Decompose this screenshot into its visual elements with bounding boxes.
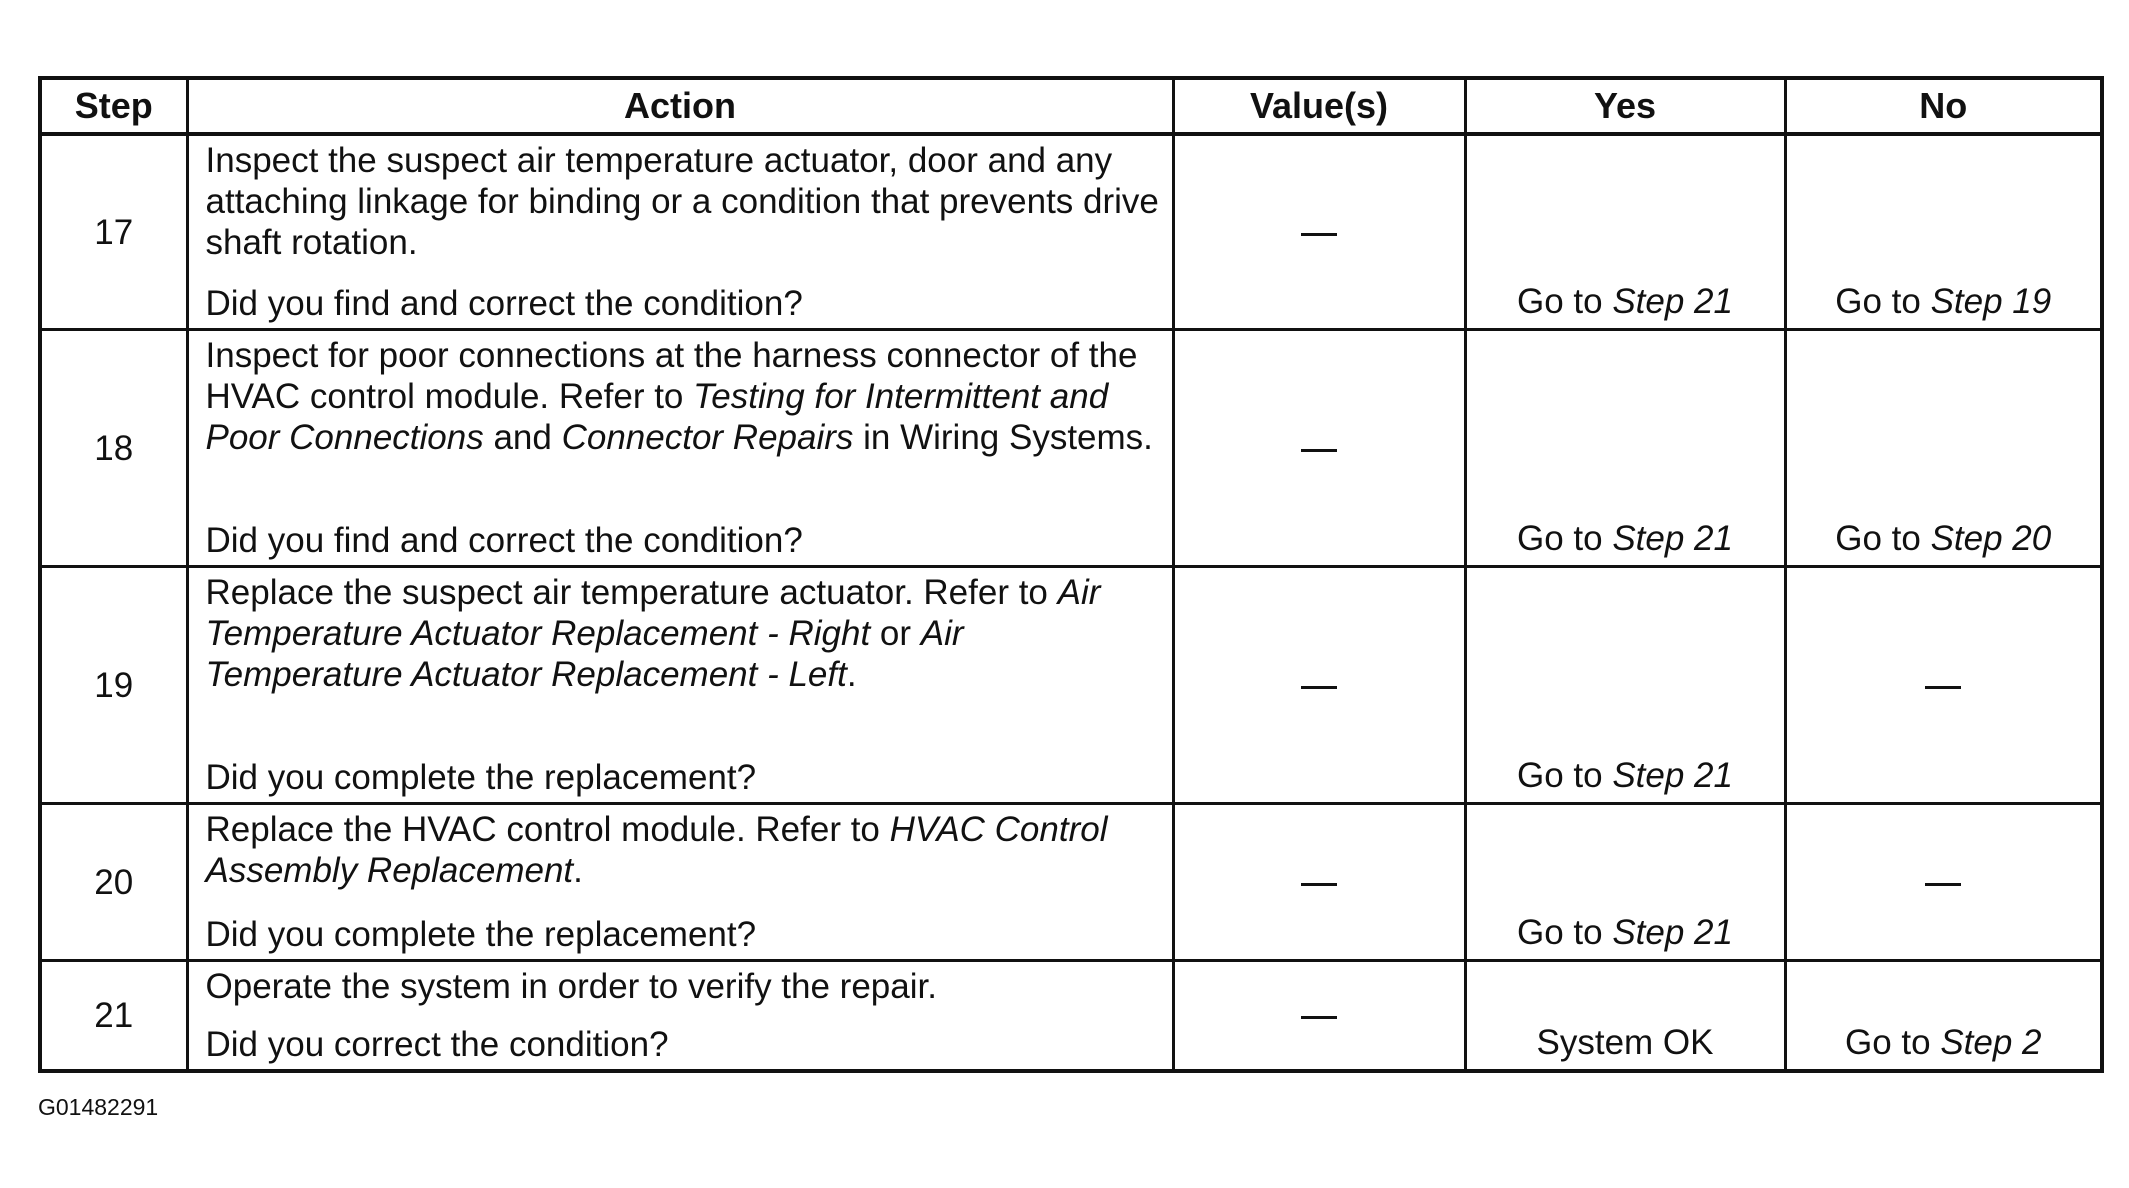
action-question: Did you complete the replacement? <box>205 758 757 797</box>
reference-link-text: Testing for Intermittent and Poor Connections <box>205 377 1109 457</box>
column-header-step: Step <box>40 78 187 134</box>
reference-link-text: Air Temperature Actuator Replacement - Left <box>205 614 964 694</box>
dash-mark <box>1301 233 1337 236</box>
table-row <box>40 330 2102 567</box>
no-cell <box>1785 804 2102 961</box>
yes-cell <box>1465 134 1785 330</box>
no-step-link[interactable]: Step 19 <box>1930 282 2052 321</box>
instruction-text: Replace the HVAC control module. Refer to <box>205 810 890 849</box>
no-prefix: Go to <box>1844 1023 1941 1062</box>
value-cell <box>1173 804 1465 961</box>
no-prefix: Go to <box>1835 519 1931 558</box>
action-instruction <box>206 572 1160 695</box>
table-row <box>40 567 2102 804</box>
yes-step-link[interactable]: Step 21 <box>1612 913 1733 952</box>
yes-prefix: Go to <box>1517 519 1613 558</box>
table-header-row <box>40 78 2102 134</box>
dash-mark <box>1301 1016 1337 1019</box>
dash-mark <box>1925 883 1961 886</box>
instruction-text: . <box>573 851 583 890</box>
figure-id: G01482291 <box>38 1094 159 1120</box>
dash-mark <box>1301 883 1337 886</box>
step-number: 19 <box>40 567 187 804</box>
dash-mark <box>1925 686 1961 689</box>
no-cell <box>1785 567 2102 804</box>
table-body <box>40 134 2102 1071</box>
diagnostic-table <box>38 76 2104 1073</box>
yes-cell <box>1465 961 1785 1072</box>
instruction-text: . <box>846 655 857 694</box>
step-number: 18 <box>40 330 187 567</box>
dash-mark <box>1301 686 1337 689</box>
step-number: 21 <box>40 961 187 1072</box>
step-number: 20 <box>40 804 187 961</box>
column-header-yes: Yes <box>1465 78 1785 134</box>
no-step-link[interactable]: Step 20 <box>1930 519 2052 558</box>
value-cell <box>1173 330 1465 567</box>
instruction-text: Replace the suspect air temperature actuator. Refer to <box>205 573 1058 612</box>
action-cell <box>187 804 1173 961</box>
column-header-values: Value(s) <box>1173 78 1465 134</box>
yes-prefix: Go to <box>1517 756 1613 795</box>
yes-prefix: System OK <box>1536 1023 1714 1062</box>
reference-link-text: HVAC Control Assembly Replacement <box>205 810 1108 890</box>
instruction-text: Operate the system in order to verify the repair. <box>205 967 937 1006</box>
action-instruction <box>206 809 1160 891</box>
yes-cell <box>1465 804 1785 961</box>
no-prefix: Go to <box>1835 282 1931 321</box>
no-cell <box>1785 961 2102 1072</box>
no-cell <box>1785 134 2102 330</box>
yes-prefix: Go to <box>1517 913 1613 952</box>
value-cell <box>1173 961 1465 1072</box>
table-row <box>40 134 2102 330</box>
instruction-text: in Wiring Systems. <box>853 418 1153 457</box>
instruction-text: or <box>870 614 921 653</box>
yes-step-link[interactable]: Step 21 <box>1612 282 1733 321</box>
yes-step-link[interactable]: Step 21 <box>1612 519 1733 558</box>
reference-link-text: Connector Repairs <box>561 418 854 457</box>
value-cell <box>1173 134 1465 330</box>
action-cell <box>187 961 1173 1072</box>
action-instruction <box>206 966 1160 1007</box>
reference-link-text: Air Temperature Actuator Replacement - Right <box>205 573 1101 653</box>
action-cell <box>187 567 1173 804</box>
table-row <box>40 961 2102 1072</box>
yes-prefix: Go to <box>1517 282 1613 321</box>
no-cell <box>1785 330 2102 567</box>
table-row <box>40 804 2102 961</box>
step-number: 17 <box>40 134 187 330</box>
dash-mark <box>1301 449 1337 452</box>
action-cell <box>187 134 1173 330</box>
column-header-no: No <box>1785 78 2102 134</box>
instruction-text: Inspect for poor connections at the harness connector of the HVAC control module. Refer to <box>205 336 1138 416</box>
action-question: Did you find and correct the condition? <box>205 521 803 560</box>
action-question: Did you complete the replacement? <box>205 915 757 954</box>
instruction-text: and <box>483 418 562 457</box>
yes-cell <box>1465 330 1785 567</box>
action-cell <box>187 330 1173 567</box>
action-instruction <box>206 140 1160 263</box>
action-question: Did you correct the condition? <box>205 1025 669 1064</box>
no-step-link[interactable]: Step 2 <box>1940 1023 2042 1062</box>
column-header-action: Action <box>187 78 1173 134</box>
instruction-text: Inspect the suspect air temperature actuator, door and any attaching linkage for binding or a condition that prevents drive shaft rotation. <box>205 141 1159 262</box>
yes-cell <box>1465 567 1785 804</box>
value-cell <box>1173 567 1465 804</box>
yes-step-link[interactable]: Step 21 <box>1612 756 1733 795</box>
action-instruction <box>206 335 1160 458</box>
action-question: Did you find and correct the condition? <box>205 284 803 323</box>
